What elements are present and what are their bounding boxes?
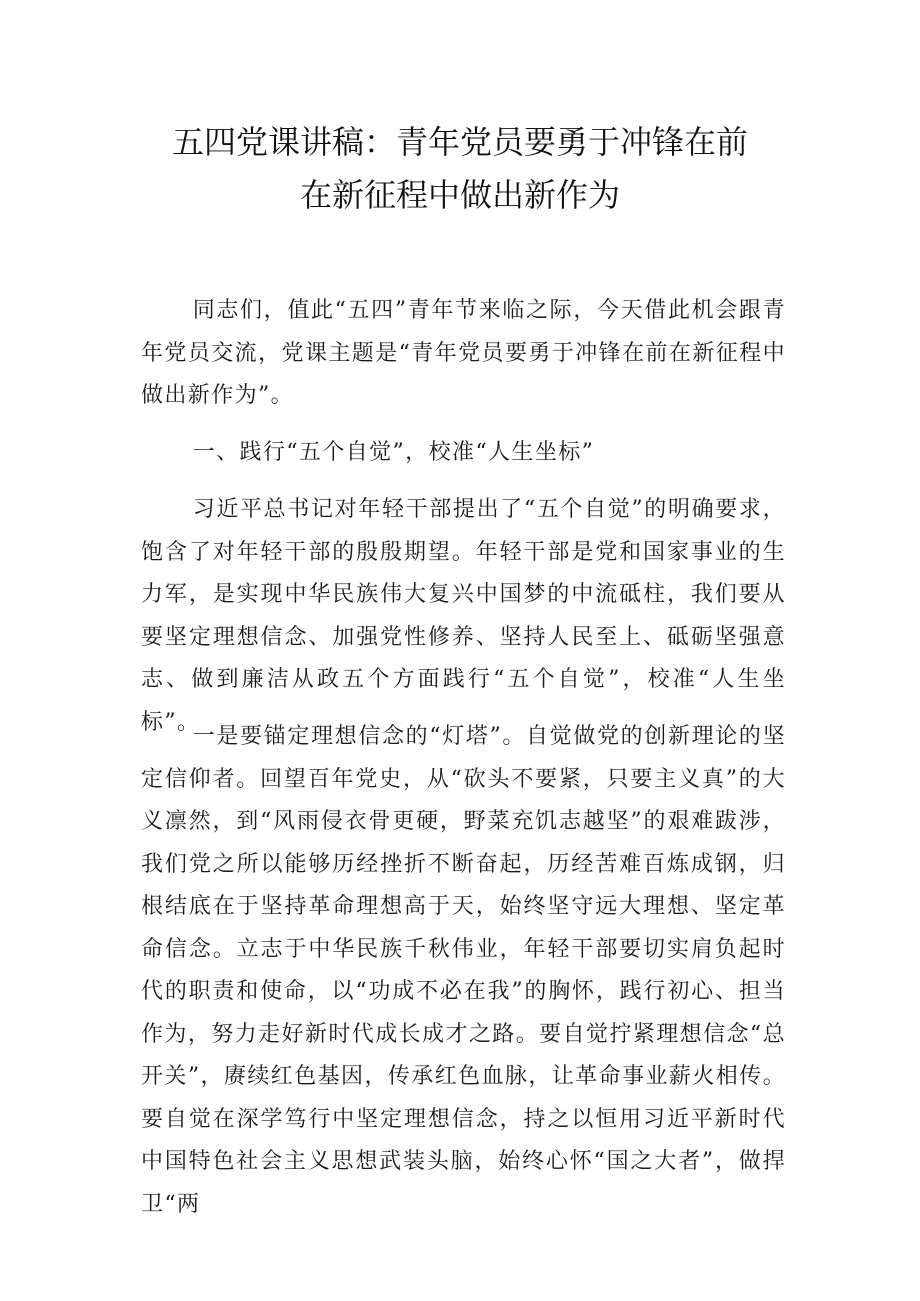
document-title-line-1: 五四党课讲稿：青年党员要勇于冲锋在前 [171,123,748,161]
paragraph-intro: 同志们，值此“五四”青年节来临之际，今天借此机会跟青年党员交流，党课主题是“青年党员要勇于冲锋在前在新征程中做出新作为”。 [141,298,786,408]
section-heading-1: 一、践行“五个自觉”，校准“人生坐标” [192,440,595,465]
document-title-line-2: 在新征程中做出新作为 [299,176,620,214]
paragraph-ideals-beacon: 一是要锚定理想信念的“灯塔”。自觉做党的创新理论的坚定信仰者。回望百年党史，从“砍头不要紧，只要主义真”的大义凛然，到“风雨侵衣骨更硬，野菜充饥志越坚”的艰难跋涉，我们党之所以能够历经挫折不断奋起，历经苦难百炼成钢，归根结底在于坚持革命理想高于天，始终坚守远大理想、坚定革命信念。立志于中华民族千秋伟业，年轻干部要切实肩负起时代的职责和使命，以“功成不必在我”的胸怀，践行初心、担当作为，努力走好新时代成长成才之路。要自觉拧紧理想信念“总开关”，赓续红色基因，传承红色血脉，让革命事业薪火相传。要自觉在深学笃行中坚定理想信念，持之以恒用习近平新时代中国特色社会主义思想武装头脑，始终心怀“国之大者”，做捍卫“两 [141,724,786,1217]
paragraph-five-consciousness: 习近平总书记对年轻干部提出了“五个自觉”的明确要求，饱含了对年轻干部的殷殷期望。年轻干部是党和国家事业的生力军，是实现中华民族伟大复兴中国梦的中流砥柱，我们要从要坚定理想信念、加强党性修养、坚持人民至上、砥砺坚强意志、做到廉洁从政五个方面践行“五个自觉”，校准“人生坐标”。 [141,497,786,735]
